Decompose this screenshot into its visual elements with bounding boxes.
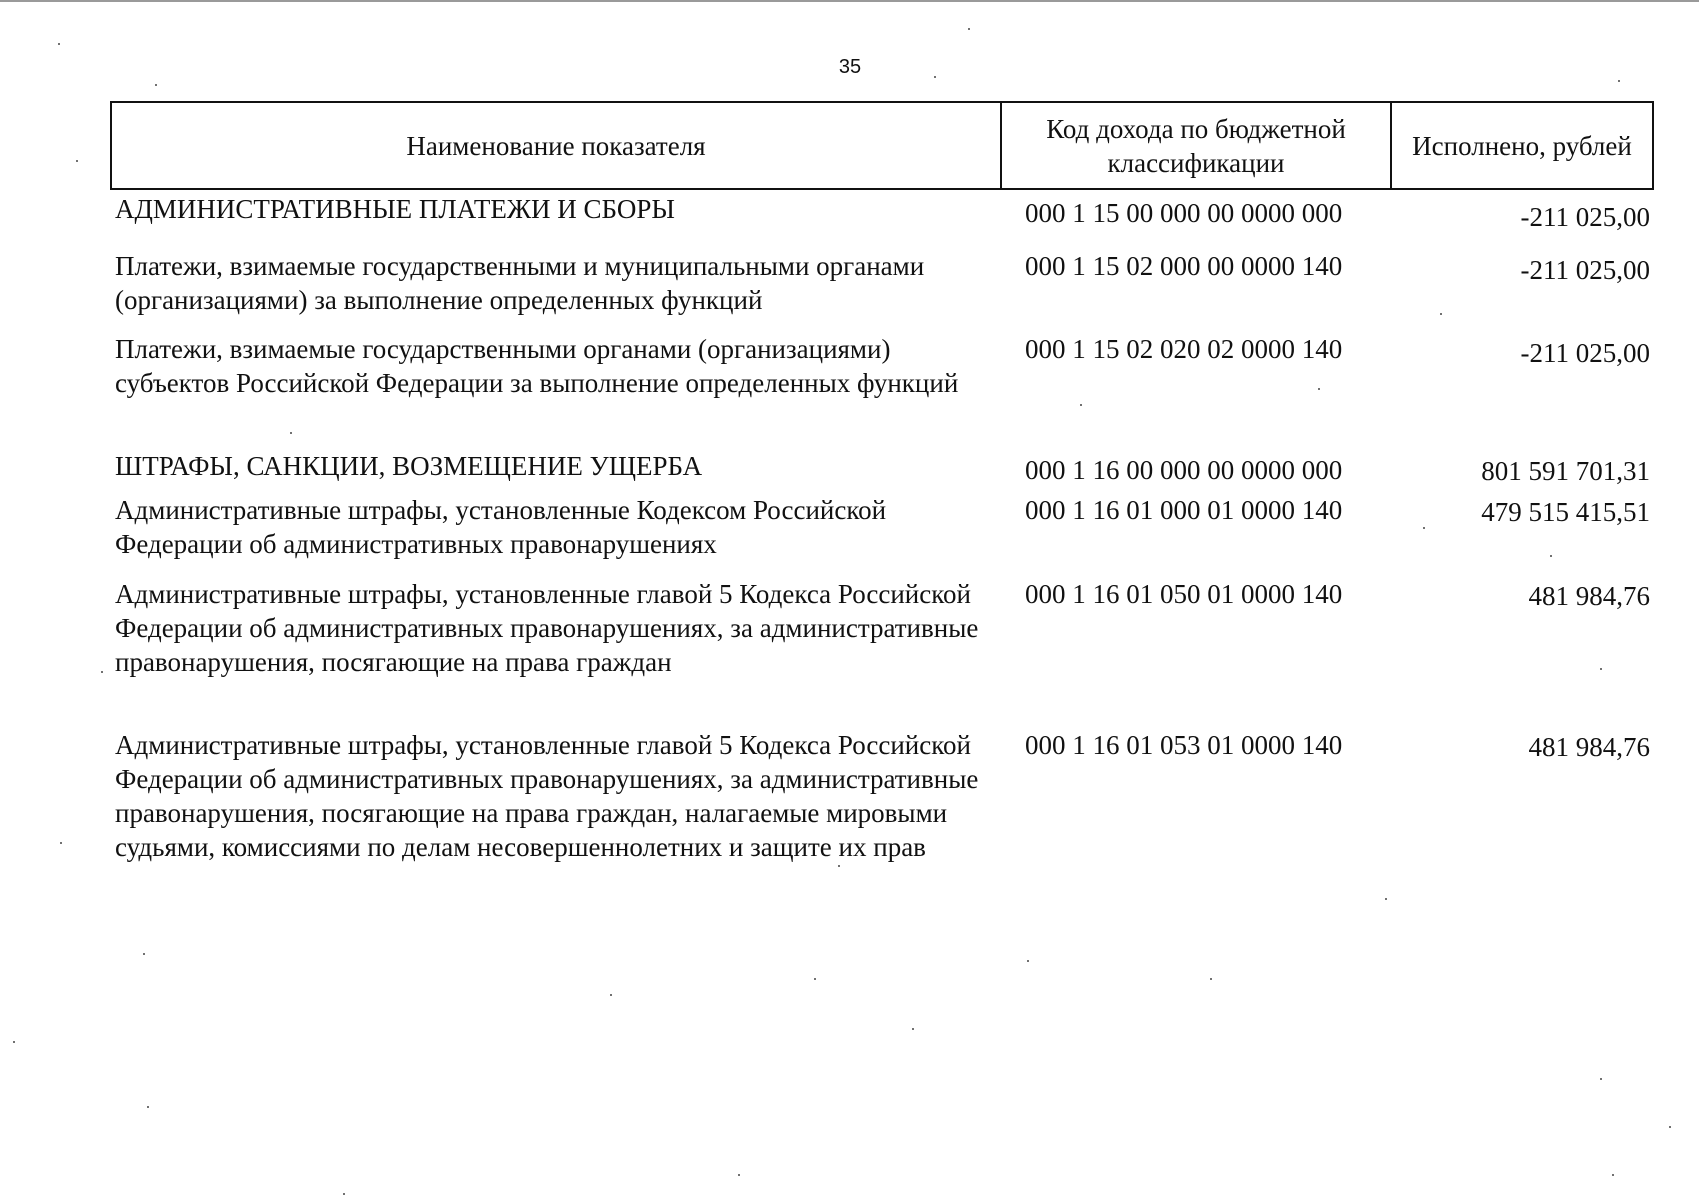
scan-speck (1618, 80, 1620, 82)
row-name: АДМИНИСТРАТИВНЫЕ ПЛАТЕЖИ И СБОРЫ (115, 194, 675, 224)
row-name: Административные штрафы, установленные главой 5 Кодекса Российской Федерации об административных правонарушениях, за административные правонарушения, посягающие на права граждан (115, 579, 979, 677)
scan-speck (343, 1193, 345, 1195)
row-executed: 479 515 415,51 (1481, 497, 1650, 527)
row-code: 000 1 16 01 050 01 0000 140 (1025, 579, 1343, 609)
row-code: 000 1 16 01 000 01 0000 140 (1025, 495, 1343, 525)
row-executed: 801 591 701,31 (1481, 456, 1650, 486)
header-code: Код дохода по бюджетной классификации (1002, 103, 1392, 188)
row-name: Административные штрафы, установленные главой 5 Кодекса Российской Федерации об административных правонарушениях, за административные правонарушения, посягающие на права граждан, налагаемые мировыми судьями, комиссиями по делам несовершеннолетних и защите их прав (115, 730, 979, 862)
scan-speck (1423, 527, 1425, 529)
page-number: 35 (838, 56, 862, 78)
scan-speck (1027, 960, 1029, 962)
row-name: Платежи, взимаемые государственными органами (организациями) субъектов Российской Федерации за выполнение определенных функций (115, 334, 959, 398)
top-border-rule (0, 0, 1699, 2)
row-name: Платежи, взимаемые государственными и муниципальными органами (организациями) за выполнение определенных функций (115, 251, 925, 315)
scan-speck (912, 1028, 914, 1030)
scan-speck (58, 43, 60, 45)
scan-speck (1318, 388, 1320, 390)
row-code: 000 1 16 01 053 01 0000 140 (1025, 730, 1343, 760)
row-code: 000 1 15 02 020 02 0000 140 (1025, 334, 1343, 364)
scan-speck (1669, 1126, 1671, 1128)
row-executed: 481 984,76 (1528, 581, 1650, 611)
scan-speck (814, 978, 816, 980)
header-name: Наименование показателя (112, 103, 1002, 188)
row-code: 000 1 15 02 000 00 0000 140 (1025, 251, 1343, 281)
scan-speck (147, 1106, 149, 1108)
row-code: 000 1 15 00 000 00 0000 000 (1025, 198, 1343, 228)
scan-speck (1612, 1174, 1614, 1176)
scan-speck (60, 842, 62, 844)
scan-speck (610, 994, 612, 996)
scan-speck (143, 953, 145, 955)
scan-speck (76, 160, 78, 162)
table-header (110, 101, 1654, 190)
scan-speck (101, 671, 103, 673)
scan-speck (738, 1174, 740, 1176)
row-name: ШТРАФЫ, САНКЦИИ, ВОЗМЕЩЕНИЕ УЩЕРБА (115, 451, 703, 481)
scan-speck (1550, 555, 1552, 557)
scan-speck (968, 28, 970, 30)
scan-speck (13, 1041, 15, 1043)
row-executed: -211 025,00 (1520, 338, 1650, 368)
scan-speck (1385, 898, 1387, 900)
scan-speck (1600, 668, 1602, 670)
scan-speck (1440, 313, 1442, 315)
scan-speck (155, 84, 157, 86)
row-name: Административные штрафы, установленные Кодексом Российской Федерации об административных правонарушениях (115, 495, 887, 559)
row-code: 000 1 16 00 000 00 0000 000 (1025, 455, 1343, 485)
scan-speck (934, 76, 936, 78)
scan-speck (290, 432, 292, 434)
row-executed: -211 025,00 (1520, 255, 1650, 285)
scan-speck (1080, 404, 1082, 406)
header-executed: Исполнено, рублей (1412, 130, 1632, 161)
scan-speck (838, 865, 840, 867)
row-executed: 481 984,76 (1528, 732, 1650, 762)
row-executed: -211 025,00 (1520, 202, 1650, 232)
scan-speck (1210, 978, 1212, 980)
scan-speck (1600, 1078, 1602, 1080)
